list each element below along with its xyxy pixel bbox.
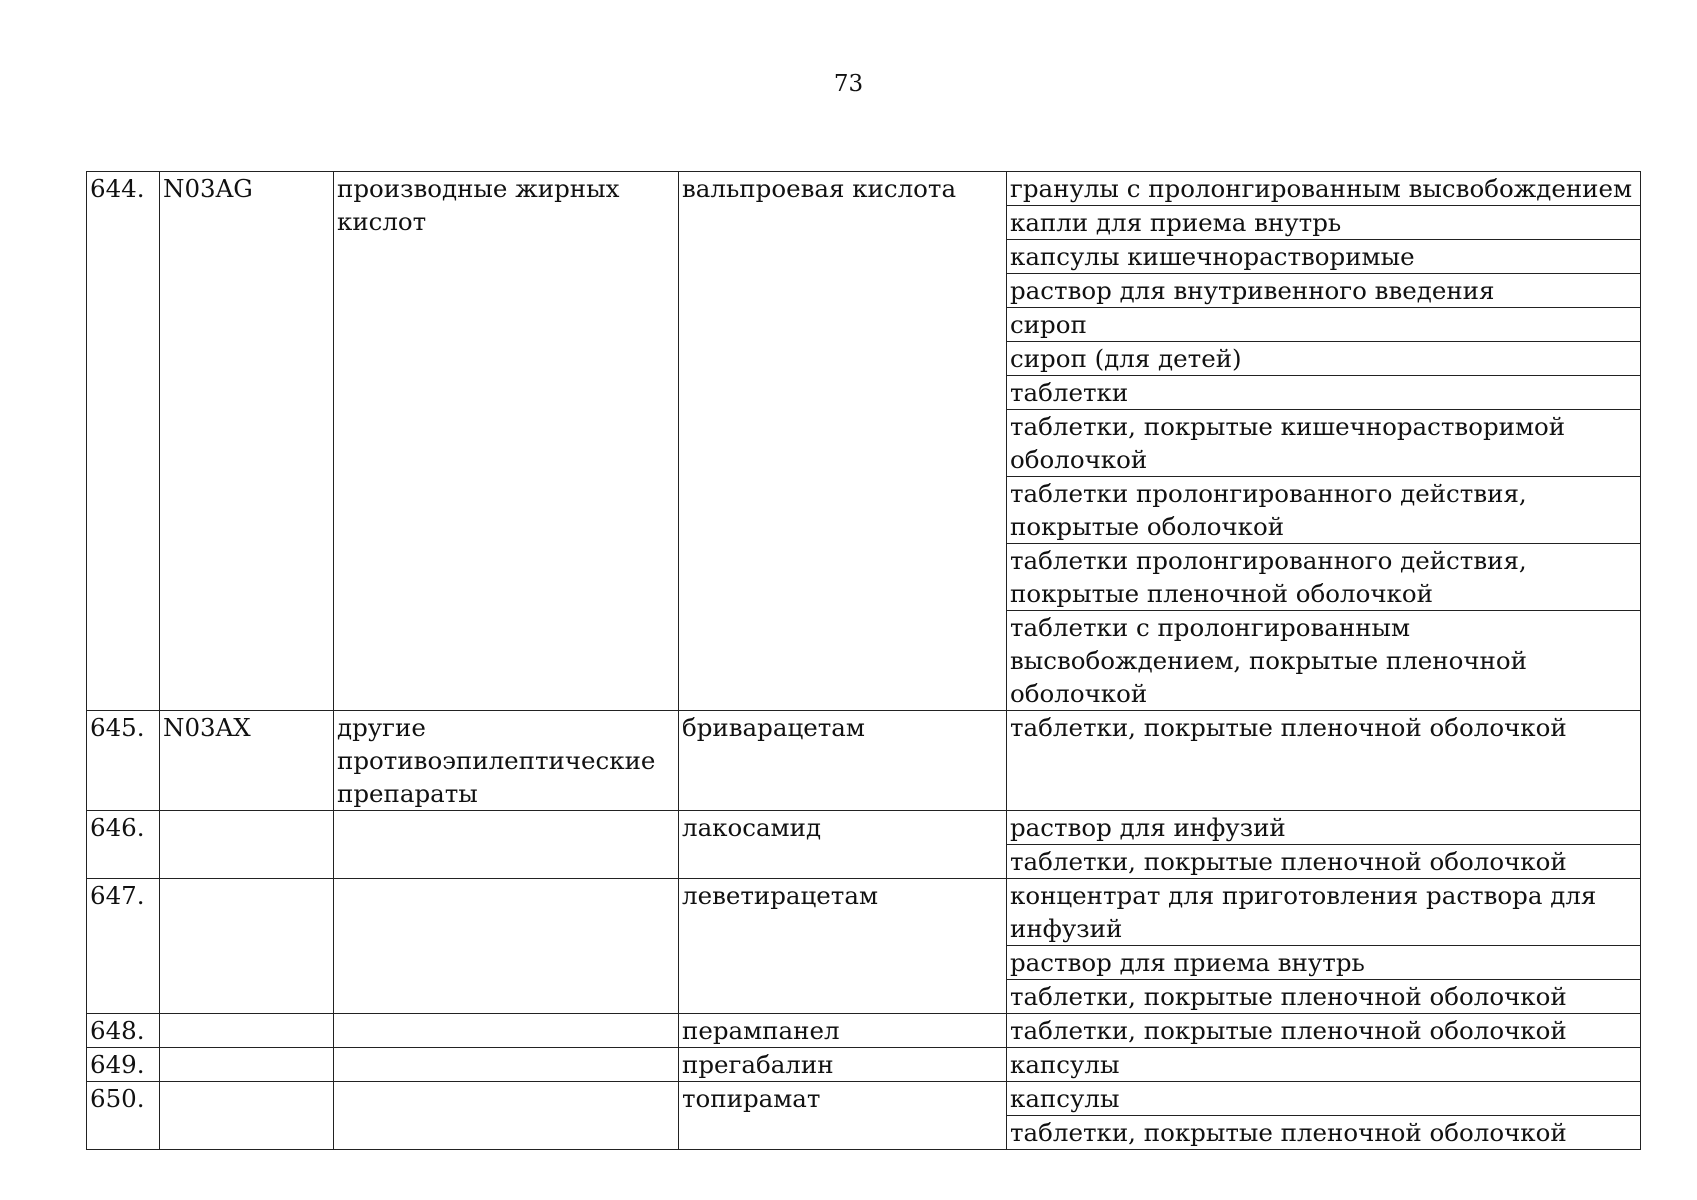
drug-name: вальпроевая кислота [679,172,1007,711]
atc-code [160,1014,334,1048]
table-row [87,711,1641,811]
drug-table [86,171,1641,1150]
dosage-form: таблетки, покрытые пленочной оболочкой [1007,711,1641,811]
dosage-form: раствор для приема внутрь [1007,946,1641,980]
dosage-form: сироп (для детей) [1007,342,1641,376]
pharmacological-group: другие противоэпилептические препараты [334,711,679,811]
pharmacological-group [334,1048,679,1082]
table-row [87,811,1641,845]
table-row [87,1048,1641,1082]
table-row [87,879,1641,946]
drug-name: лакосамид [679,811,1007,879]
dosage-form: таблетки пролонгированного действия, покрытые оболочкой [1007,477,1641,544]
table-row [87,1082,1641,1116]
row-number: 650. [87,1082,160,1150]
dosage-form: гранулы с пролонгированным высвобождением [1007,172,1641,206]
dosage-form: таблетки, покрытые пленочной оболочкой [1007,980,1641,1014]
table-row [87,172,1641,206]
atc-code [160,879,334,1014]
dosage-form: капли для приема внутрь [1007,206,1641,240]
table-row [87,1014,1641,1048]
atc-code [160,1048,334,1082]
pharmacological-group [334,811,679,879]
atc-code [160,1082,334,1150]
dosage-form: раствор для инфузий [1007,811,1641,845]
drug-name: топирамат [679,1082,1007,1150]
dosage-form: капсулы [1007,1082,1641,1116]
dosage-form: таблетки пролонгированного действия, покрытые пленочной оболочкой [1007,544,1641,611]
row-number: 649. [87,1048,160,1082]
dosage-form: сироп [1007,308,1641,342]
pharmacological-group: производные жирных кислот [334,172,679,711]
row-number: 645. [87,711,160,811]
dosage-form: таблетки, покрытые пленочной оболочкой [1007,845,1641,879]
dosage-form: таблетки [1007,376,1641,410]
dosage-form: раствор для внутривенного введения [1007,274,1641,308]
drug-name: бриварацетам [679,711,1007,811]
dosage-form: концентрат для приготовления раствора для инфузий [1007,879,1641,946]
atc-code: N03AG [160,172,334,711]
atc-code [160,811,334,879]
pharmacological-group [334,879,679,1014]
pharmacological-group [334,1082,679,1150]
drug-name: перампанел [679,1014,1007,1048]
row-number: 647. [87,879,160,1014]
dosage-form: таблетки, покрытые пленочной оболочкой [1007,1014,1641,1048]
dosage-form: таблетки с пролонгированным высвобождением, покрытые пленочной оболочкой [1007,611,1641,711]
row-number: 646. [87,811,160,879]
drug-name: леветирацетам [679,879,1007,1014]
atc-code: N03AX [160,711,334,811]
row-number: 648. [87,1014,160,1048]
dosage-form: капсулы кишечнорастворимые [1007,240,1641,274]
dosage-form: таблетки, покрытые пленочной оболочкой [1007,1116,1641,1150]
dosage-form: капсулы [1007,1048,1641,1082]
row-number: 644. [87,172,160,711]
page-number: 73 [833,71,864,97]
drug-name: прегабалин [679,1048,1007,1082]
dosage-form: таблетки, покрытые кишечнорастворимой оболочкой [1007,410,1641,477]
pharmacological-group [334,1014,679,1048]
